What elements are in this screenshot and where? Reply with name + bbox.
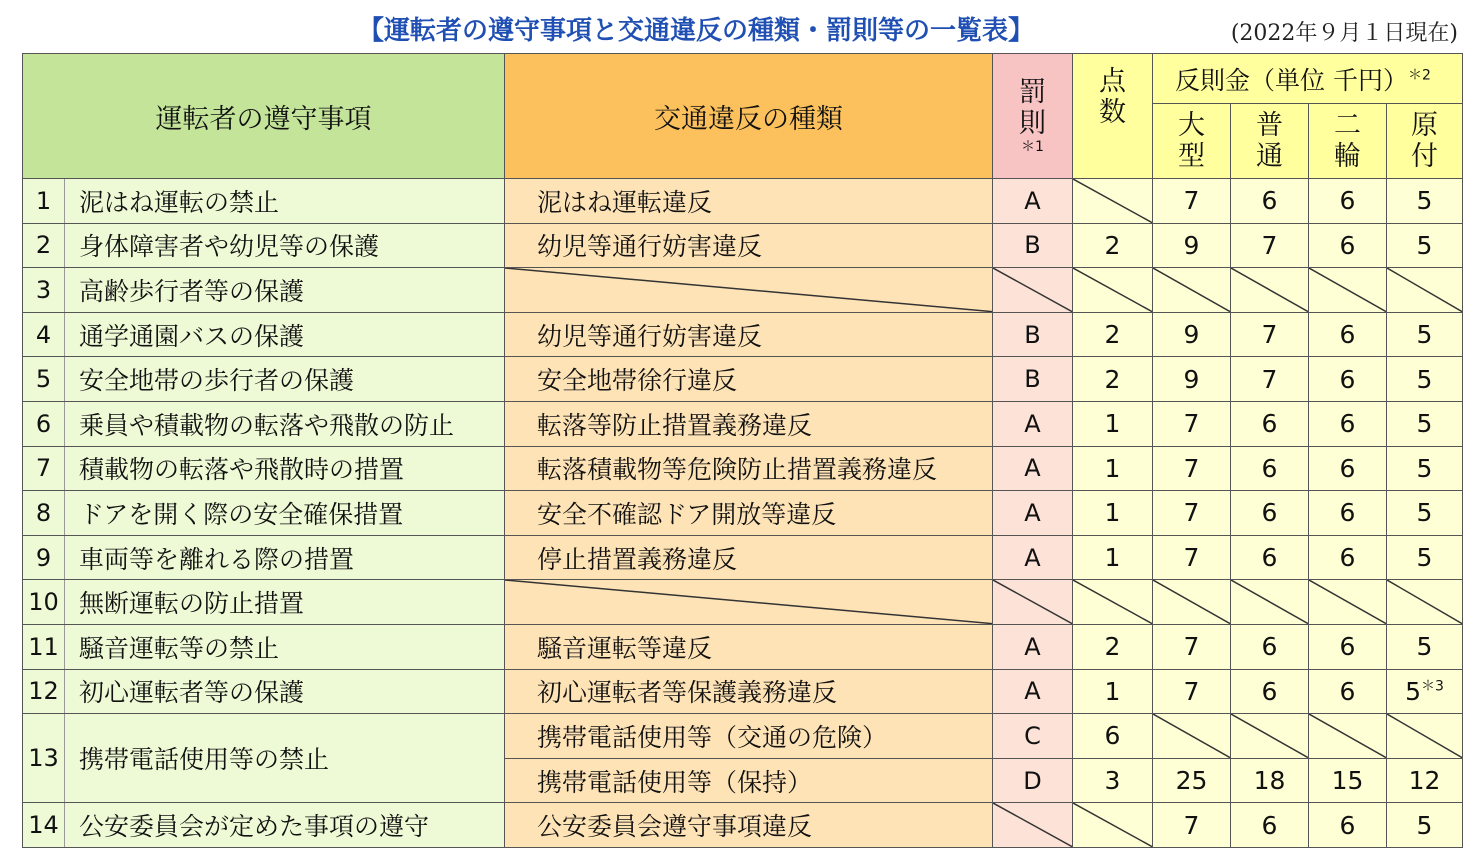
row-number: 6 bbox=[23, 401, 65, 446]
row-duty: 車両等を離れる際の措置 bbox=[65, 535, 505, 580]
page-header bbox=[0, 0, 1484, 50]
row-penalty: A bbox=[993, 669, 1073, 714]
row-fine-motorcycle: 6 bbox=[1309, 669, 1387, 714]
row-points bbox=[1073, 268, 1153, 313]
row-fine-large bbox=[1153, 714, 1231, 759]
row-fine-normal: 6 bbox=[1231, 491, 1309, 536]
row-fine-motorcycle: 6 bbox=[1309, 446, 1387, 491]
row-penalty: A bbox=[993, 491, 1073, 536]
table-row bbox=[23, 446, 1463, 491]
row-fine-normal: 6 bbox=[1231, 401, 1309, 446]
table-row bbox=[23, 803, 1463, 848]
row-penalty bbox=[993, 268, 1073, 313]
row-points: 1 bbox=[1073, 491, 1153, 536]
row-fine-large: 9 bbox=[1153, 357, 1231, 402]
header-penalty-char2: 則 bbox=[1019, 108, 1046, 139]
row-fine-motorcycle: 6 bbox=[1309, 401, 1387, 446]
row-points: 2 bbox=[1073, 312, 1153, 357]
table-row bbox=[23, 357, 1463, 402]
row-fine-motorcycle bbox=[1309, 268, 1387, 313]
row-fine-moped bbox=[1387, 580, 1463, 625]
row-fine-normal: 7 bbox=[1231, 223, 1309, 268]
row-duty: 積載物の転落や飛散時の措置 bbox=[65, 446, 505, 491]
row-fine-moped: 5 bbox=[1387, 624, 1463, 669]
row-number: 4 bbox=[23, 312, 65, 357]
row-violation: 携帯電話使用等（保持） bbox=[505, 758, 993, 803]
row-duty: 泥はね運転の禁止 bbox=[65, 179, 505, 224]
fine-footnote-marker: ＊3 bbox=[1420, 678, 1444, 695]
row-fine-moped: 5 bbox=[1387, 179, 1463, 224]
row-points bbox=[1073, 580, 1153, 625]
row-fine-motorcycle: 6 bbox=[1309, 803, 1387, 848]
header-points bbox=[1073, 54, 1153, 179]
row-duty: 通学通園バスの保護 bbox=[65, 312, 505, 357]
row-fine-large: 7 bbox=[1153, 624, 1231, 669]
table-row bbox=[23, 491, 1463, 536]
row-violation: 幼児等通行妨害違反 bbox=[505, 312, 993, 357]
header-points-char1: 点 bbox=[1099, 66, 1126, 97]
row-points: 2 bbox=[1073, 223, 1153, 268]
row-fine-normal: 6 bbox=[1231, 669, 1309, 714]
row-fine-moped: 12 bbox=[1387, 758, 1463, 803]
row-fine-motorcycle: 6 bbox=[1309, 491, 1387, 536]
row-duty: 携帯電話使用等の禁止 bbox=[65, 714, 505, 803]
row-violation: 転落積載物等危険防止措置義務違反 bbox=[505, 446, 993, 491]
header-large: 大 型 bbox=[1153, 104, 1231, 179]
row-fine-moped: 5 bbox=[1387, 312, 1463, 357]
row-fine-normal: 18 bbox=[1231, 758, 1309, 803]
row-fine-moped: 5 bbox=[1387, 535, 1463, 580]
header-motorcycle: 二 輪 bbox=[1309, 104, 1387, 179]
row-fine-moped bbox=[1387, 268, 1463, 313]
row-fine-motorcycle: 6 bbox=[1309, 357, 1387, 402]
row-fine-moped: 5 bbox=[1387, 401, 1463, 446]
row-penalty bbox=[993, 803, 1073, 848]
row-fine-normal bbox=[1231, 714, 1309, 759]
row-fine-normal bbox=[1231, 268, 1309, 313]
row-violation: 安全地帯徐行違反 bbox=[505, 357, 993, 402]
row-number: 10 bbox=[23, 580, 65, 625]
row-points: 2 bbox=[1073, 357, 1153, 402]
row-number: 12 bbox=[23, 669, 65, 714]
row-number: 5 bbox=[23, 357, 65, 402]
table-row bbox=[23, 580, 1463, 625]
row-penalty: A bbox=[993, 624, 1073, 669]
header-fine bbox=[1153, 54, 1463, 104]
table-row bbox=[23, 401, 1463, 446]
row-fine-normal: 6 bbox=[1231, 624, 1309, 669]
row-fine-motorcycle: 15 bbox=[1309, 758, 1387, 803]
row-fine-motorcycle bbox=[1309, 714, 1387, 759]
row-duty: 身体障害者や幼児等の保護 bbox=[65, 223, 505, 268]
row-points: 6 bbox=[1073, 714, 1153, 759]
row-number: 3 bbox=[23, 268, 65, 313]
row-fine-moped: 5 bbox=[1387, 357, 1463, 402]
row-fine-normal: 7 bbox=[1231, 312, 1309, 357]
table-row bbox=[23, 714, 1463, 759]
row-number: 9 bbox=[23, 535, 65, 580]
row-fine-large: 7 bbox=[1153, 535, 1231, 580]
row-violation: 泥はね運転違反 bbox=[505, 179, 993, 224]
row-penalty: A bbox=[993, 446, 1073, 491]
row-number: 11 bbox=[23, 624, 65, 669]
row-fine-motorcycle: 6 bbox=[1309, 179, 1387, 224]
row-fine-motorcycle bbox=[1309, 580, 1387, 625]
header-fine-note: ＊2 bbox=[1407, 67, 1431, 84]
row-violation: 騒音運転等違反 bbox=[505, 624, 993, 669]
row-fine-motorcycle: 6 bbox=[1309, 535, 1387, 580]
table-row bbox=[23, 312, 1463, 357]
header-duty: 運転者の遵守事項 bbox=[23, 54, 505, 179]
row-violation: 携帯電話使用等（交通の危険） bbox=[505, 714, 993, 759]
page-title: 【運転者の遵守事項と交通違反の種類・罰則等の一覧表】 bbox=[358, 16, 1035, 46]
row-points: 1 bbox=[1073, 401, 1153, 446]
row-duty: 公安委員会が定めた事項の遵守 bbox=[65, 803, 505, 848]
header-fine-label: 反則金（単位 千円） bbox=[1175, 65, 1408, 95]
row-duty: 初心運転者等の保護 bbox=[65, 669, 505, 714]
row-duty: 高齢歩行者等の保護 bbox=[65, 268, 505, 313]
row-fine-large: 7 bbox=[1153, 803, 1231, 848]
header-penalty-char1: 罰 bbox=[1019, 77, 1046, 108]
row-fine-large: 7 bbox=[1153, 446, 1231, 491]
row-fine-large: 7 bbox=[1153, 491, 1231, 536]
row-fine-motorcycle: 6 bbox=[1309, 624, 1387, 669]
table-row bbox=[23, 268, 1463, 313]
row-fine-large: 9 bbox=[1153, 223, 1231, 268]
row-duty: ドアを開く際の安全確保措置 bbox=[65, 491, 505, 536]
row-violation: 幼児等通行妨害違反 bbox=[505, 223, 993, 268]
row-number: 8 bbox=[23, 491, 65, 536]
row-fine-large bbox=[1153, 580, 1231, 625]
row-points: 1 bbox=[1073, 669, 1153, 714]
row-fine-moped: 5 bbox=[1387, 803, 1463, 848]
table-row bbox=[23, 535, 1463, 580]
row-duty: 無断運転の防止措置 bbox=[65, 580, 505, 625]
row-number: 7 bbox=[23, 446, 65, 491]
row-points: 1 bbox=[1073, 446, 1153, 491]
as-of-date: (2022年９月１日現在) bbox=[1230, 21, 1458, 46]
row-number: 2 bbox=[23, 223, 65, 268]
row-fine-normal: 6 bbox=[1231, 803, 1309, 848]
row-violation: 安全不確認ドア開放等違反 bbox=[505, 491, 993, 536]
row-violation bbox=[505, 580, 993, 625]
row-violation: 停止措置義務違反 bbox=[505, 535, 993, 580]
row-violation: 転落等防止措置義務違反 bbox=[505, 401, 993, 446]
row-fine-large: 25 bbox=[1153, 758, 1231, 803]
row-violation: 初心運転者等保護義務違反 bbox=[505, 669, 993, 714]
row-number: 14 bbox=[23, 803, 65, 848]
row-fine-normal: 6 bbox=[1231, 179, 1309, 224]
row-number: 13 bbox=[23, 714, 65, 803]
row-duty: 乗員や積載物の転落や飛散の防止 bbox=[65, 401, 505, 446]
header-normal: 普 通 bbox=[1231, 104, 1309, 179]
table-body bbox=[23, 179, 1463, 848]
row-penalty: A bbox=[993, 179, 1073, 224]
row-fine-large bbox=[1153, 268, 1231, 313]
row-fine-large: 7 bbox=[1153, 179, 1231, 224]
header-penalty bbox=[993, 54, 1073, 179]
row-fine-large: 7 bbox=[1153, 669, 1231, 714]
row-fine-moped: $5^{*3}$ bbox=[1387, 669, 1463, 714]
row-number: 1 bbox=[23, 179, 65, 224]
header-moped: 原 付 bbox=[1387, 104, 1463, 179]
row-fine-moped: 5 bbox=[1387, 446, 1463, 491]
row-duty: 騒音運転等の禁止 bbox=[65, 624, 505, 669]
row-fine-moped: 5 bbox=[1387, 223, 1463, 268]
header-points-char2: 数 bbox=[1099, 97, 1126, 128]
header-penalty-note: ＊1 bbox=[1021, 139, 1044, 155]
row-fine-moped: 5 bbox=[1387, 491, 1463, 536]
header-violation: 交通違反の種類 bbox=[505, 54, 993, 179]
row-penalty: B bbox=[993, 357, 1073, 402]
row-points bbox=[1073, 179, 1153, 224]
row-violation bbox=[505, 268, 993, 313]
row-fine-motorcycle: 6 bbox=[1309, 223, 1387, 268]
violation-table bbox=[22, 53, 1463, 848]
table-row bbox=[23, 179, 1463, 224]
row-penalty: B bbox=[993, 223, 1073, 268]
table-row bbox=[23, 669, 1463, 714]
table-row bbox=[23, 223, 1463, 268]
row-points bbox=[1073, 803, 1153, 848]
row-fine-motorcycle: 6 bbox=[1309, 312, 1387, 357]
row-fine-normal: 6 bbox=[1231, 446, 1309, 491]
row-violation: 公安委員会遵守事項違反 bbox=[505, 803, 993, 848]
row-fine-large: 9 bbox=[1153, 312, 1231, 357]
row-penalty: A bbox=[993, 535, 1073, 580]
table-row bbox=[23, 624, 1463, 669]
row-fine-normal: 7 bbox=[1231, 357, 1309, 402]
row-duty: 安全地帯の歩行者の保護 bbox=[65, 357, 505, 402]
row-penalty: B bbox=[993, 312, 1073, 357]
row-penalty: D bbox=[993, 758, 1073, 803]
row-penalty: A bbox=[993, 401, 1073, 446]
row-fine-normal bbox=[1231, 580, 1309, 625]
row-points: 1 bbox=[1073, 535, 1153, 580]
row-fine-moped bbox=[1387, 714, 1463, 759]
row-points: 3 bbox=[1073, 758, 1153, 803]
row-penalty: C bbox=[993, 714, 1073, 759]
row-penalty bbox=[993, 580, 1073, 625]
row-fine-normal: 6 bbox=[1231, 535, 1309, 580]
row-points: 2 bbox=[1073, 624, 1153, 669]
row-fine-large: 7 bbox=[1153, 401, 1231, 446]
